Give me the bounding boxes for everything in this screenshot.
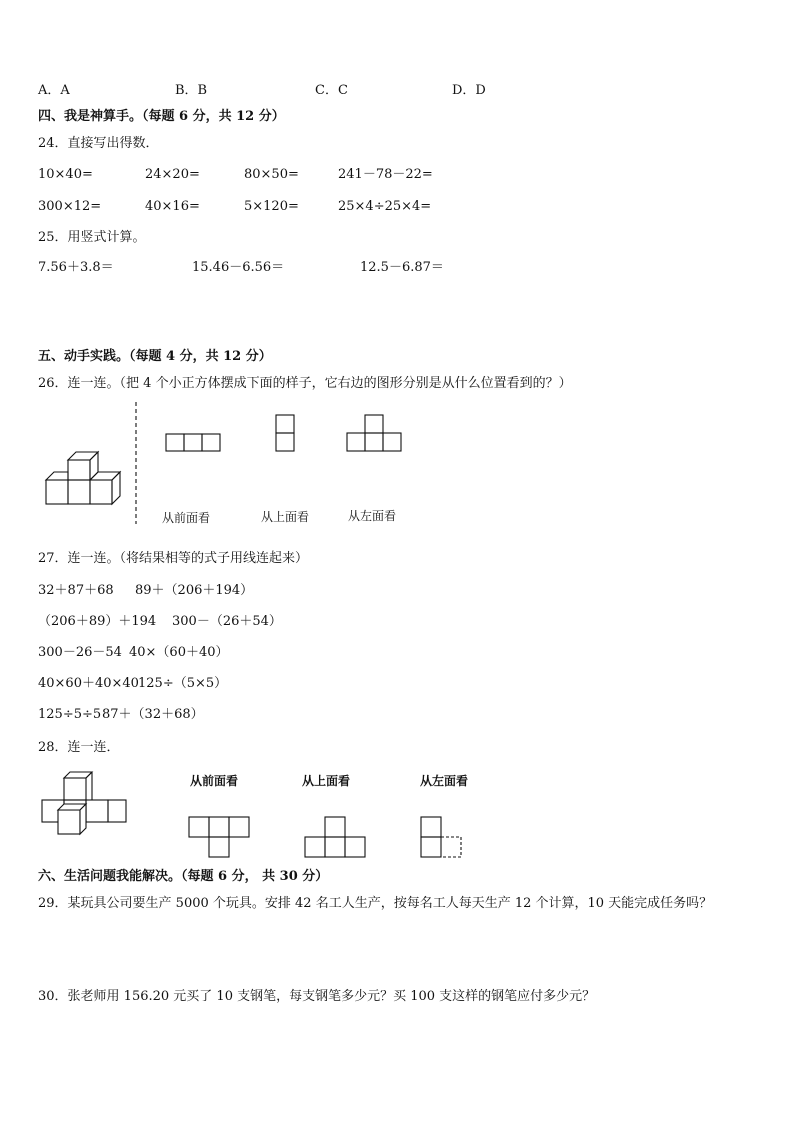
q27-prompt: 27．连一连。（将结果相等的式子用线连起来） (38, 551, 309, 566)
q27-left-expr: 40×60＋40×40 (38, 676, 139, 691)
q24-item: 40×16= (145, 199, 200, 214)
q28-label-front: 从前面看 (190, 774, 239, 788)
section-4-heading: 四、我是神算手。（每题 6 分，共 12 分） (38, 109, 285, 124)
q26-label-left: 从左面看 (348, 509, 397, 523)
q24-item: 25×4÷25×4= (338, 199, 432, 214)
q25-prompt: 25．用竖式计算。 (38, 230, 146, 245)
q26-prompt: 26．连一连。（把 4 个小正方体摆成下面的样子，它右边的图形分别是从什么位置看到的？） (38, 376, 572, 391)
q25-item: 15.46－6.56＝ (192, 260, 285, 275)
q27-right-expr: 87＋（32＋68） (102, 707, 204, 722)
q26-label-front: 从前面看 (162, 511, 211, 525)
q24-item: 80×50= (244, 167, 299, 182)
q28-label-top: 从上面看 (302, 774, 351, 788)
q30-text: 30．张老师用 156.20 元买了 10 支钢笔，每支钢笔多少元？买 100 支这样的钢笔应付多少元？ (38, 989, 596, 1004)
q27-right-expr: 125÷（5×5） (138, 676, 228, 691)
q28-view-l-shape (420, 816, 466, 860)
q26-view-two-column (275, 414, 297, 454)
q24-item: 10×40= (38, 167, 93, 182)
q28-view-t-shape (304, 816, 370, 860)
choice-c: C．C (315, 83, 348, 98)
q29-text: 29．某玩具公司要生产 5000 个玩具。安排 42 名工人生产，按每名工人每天生产 12 个计算，10 天能完成任务吗？ (38, 896, 713, 911)
q25-item: 7.56＋3.8＝ (38, 260, 114, 275)
q28-view-inverted-t (188, 816, 254, 860)
q26-view-three-row (165, 433, 223, 453)
q28-label-left: 从左面看 (420, 774, 469, 788)
q26-label-top: 从上面看 (261, 510, 310, 524)
choice-b: B．B (175, 83, 208, 98)
q28-prompt: 28．连一连． (38, 740, 120, 755)
q26-divider (134, 402, 138, 524)
q24-item: 5×120= (244, 199, 299, 214)
choice-d: D．D (452, 83, 486, 98)
choice-a: A．A (38, 83, 70, 98)
section-6-heading: 六、生活问题我能解决。（每题 6 分， 共 30 分） (38, 869, 329, 884)
q26-cube-figure (44, 452, 124, 512)
q27-right-expr: 300－（26＋54） (172, 614, 282, 629)
q26-view-t-shape (346, 414, 404, 454)
q24-item: 24×20= (145, 167, 200, 182)
q28-cube-figure (42, 776, 132, 840)
q27-right-expr: 89＋（206＋194） (135, 583, 254, 598)
q27-left-expr: 32＋87＋68 (38, 583, 114, 598)
q24-item: 241－78－22= (338, 167, 433, 182)
q27-left-expr: （206＋89）＋194 (38, 614, 157, 629)
q24-item: 300×12= (38, 199, 102, 214)
q25-item: 12.5－6.87＝ (360, 260, 444, 275)
q27-left-expr: 300－26－54 (38, 645, 122, 660)
q27-left-expr: 125÷5÷5 (38, 707, 102, 722)
q27-right-expr: 40×（60＋40） (129, 645, 229, 660)
section-5-heading: 五、动手实践。（每题 4 分，共 12 分） (38, 349, 272, 364)
q24-prompt: 24．直接写出得数． (38, 136, 159, 151)
